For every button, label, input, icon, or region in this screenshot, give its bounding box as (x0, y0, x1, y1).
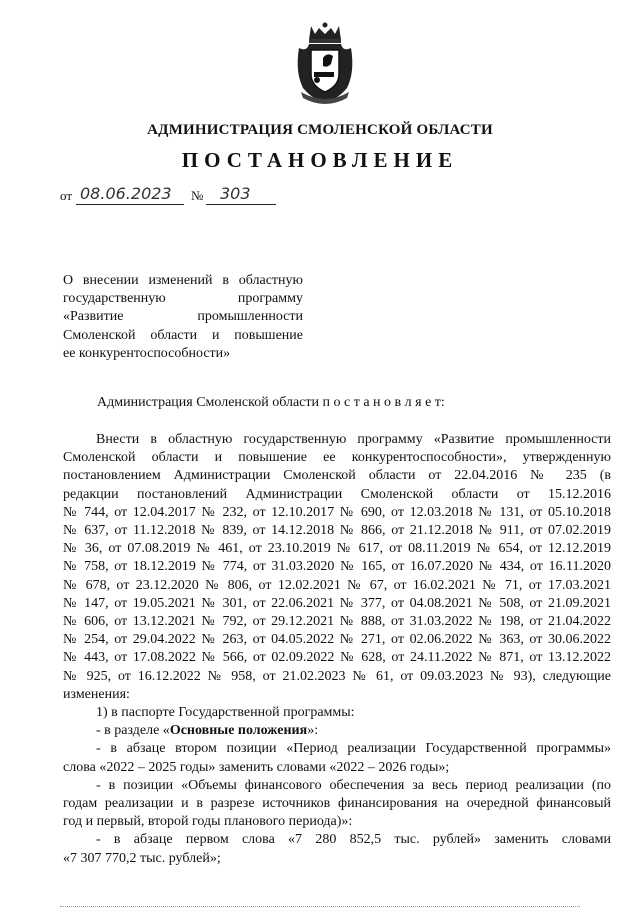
body-line: годам реализации и в разрезе источников финансирования на очередной финансовый (63, 796, 611, 812)
body-line: Смоленской области и повышение ее конкурентоспособности», утвержденную (63, 450, 611, 466)
body-line: № 36, от 07.08.2019 № 461, от 23.10.2019 № 617, от 08.11.2019 № 654, от 12.12.2019 (63, 541, 611, 557)
body-line: № 147, от 19.05.2021 № 301, от 22.06.2021 № 377, от 04.08.2021 № 508, от 21.09.2021 (63, 595, 611, 611)
body-line: - в позиции «Объемы финансового обеспечения за весь период реализации (по (96, 777, 611, 793)
body-line: - в абзаце втором позиции «Период реализации Государственной программы» (96, 741, 611, 757)
body-line: постановлением Администрации Смоленской области от 22.04.2016 № 235 (в (63, 468, 611, 484)
section-name: Основные положения (169, 723, 308, 739)
section-suffix: »: (307, 723, 319, 739)
body-line: № 925, от 16.12.2022 № 958, от 21.02.2023 № 61, от 09.03.2023 № 93), следующие (63, 668, 611, 684)
body-line: редакции постановлений Администрации Смоленской области от 15.12.2016 (63, 486, 611, 502)
coat-of-arms-emblem (293, 22, 357, 104)
subject-line: Смоленской области и повышение (63, 327, 303, 343)
subject-line: ее конкурентоспособности» (63, 345, 231, 361)
subject-line: государственную программу (63, 291, 303, 307)
subject-line: О внесении изменений в областную (63, 273, 303, 288)
organization-name: АДМИНИСТРАЦИЯ СМОЛЕНСКОЙ ОБЛАСТИ (147, 122, 493, 138)
body-line: - в абзаце первом слова «7 280 852,5 тыс. рублей» заменить словами (96, 832, 611, 848)
document-body (63, 431, 611, 868)
body-line: 1) в паспорте Государственной программы: (96, 705, 355, 721)
document-subject (63, 272, 303, 363)
date-underline (76, 204, 184, 205)
body-line: № 758, от 18.12.2019 № 774, от 31.03.2020 № 165, от 16.07.2020 № 434, от 16.11.2020 (63, 559, 611, 575)
page-footer-edge (60, 906, 580, 909)
date-prefix: от (60, 188, 73, 203)
body-line: № 744, от 12.04.2017 № 232, от 12.10.2017 № 690, от 12.03.2018 № 131, от 05.10.2018 (63, 504, 611, 520)
body-line: № 637, от 11.12.2018 № 839, от 14.12.2018 № 866, от 21.12.2018 № 911, от 07.02.2019 (63, 523, 611, 539)
number-prefix: № (191, 188, 204, 203)
body-line-section (63, 722, 611, 740)
body-line: слова «2022 – 2025 годы» заменить словами «2022 – 2026 годы»; (63, 759, 450, 775)
body-line: год и первый, второй годы планового периода)»: (63, 814, 353, 830)
document-type-title: ПОСТАНОВЛЕНИЕ (181, 148, 459, 172)
body-line: № 254, от 29.04.2022 № 263, от 04.05.2022 № 271, от 02.06.2022 № 363, от 30.06.2022 (63, 632, 611, 648)
subject-line: «Развитие промышленности (63, 309, 303, 325)
body-line: «7 307 770,2 тыс. рублей»; (63, 850, 221, 866)
body-line: № 678, от 23.12.2020 № 806, от 12.02.2021 № 67, от 16.02.2021 № 71, от 17.03.2021 (63, 577, 611, 593)
handwritten-number: 303 (220, 184, 251, 203)
number-underline (206, 204, 276, 205)
body-line: Внести в областную государственную программу «Развитие промышленности (96, 432, 611, 447)
body-line: № 606, от 13.12.2021 № 792, от 29.12.2021 № 888, от 31.03.2022 № 198, от 21.04.2022 (63, 614, 611, 630)
body-line: № 443, от 17.08.2022 № 566, от 02.09.2022 № 628, от 24.11.2022 № 871, от 13.12.2022 (63, 650, 611, 666)
handwritten-date: 08.06.2023 (80, 184, 172, 203)
body-line: изменения: (63, 686, 130, 702)
preamble: Администрация Смоленской области п о с т а н о в л я е т: (97, 395, 445, 410)
section-prefix: - в разделе « (96, 723, 170, 739)
